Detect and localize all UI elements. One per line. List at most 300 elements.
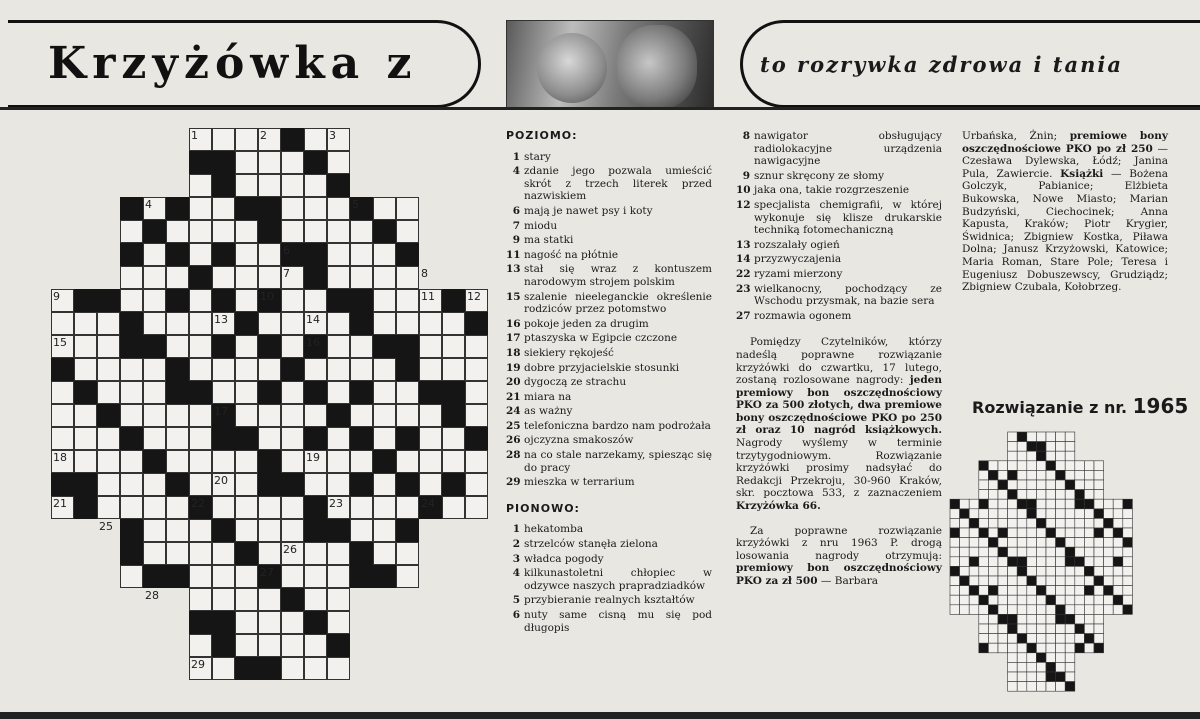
grid-cell[interactable] xyxy=(189,197,212,220)
clue-item xyxy=(736,239,942,252)
grid-cell[interactable] xyxy=(235,611,258,634)
grid-cell[interactable] xyxy=(120,404,143,427)
grid-cell[interactable] xyxy=(327,197,350,220)
grid-cell[interactable] xyxy=(235,404,258,427)
grid-block xyxy=(396,358,419,381)
solution-cell xyxy=(998,499,1008,509)
grid-cell[interactable] xyxy=(304,634,327,657)
grid-cell[interactable] xyxy=(281,565,304,588)
grid-cell[interactable] xyxy=(120,565,143,588)
grid-cell[interactable] xyxy=(327,335,350,358)
grid-cell[interactable] xyxy=(304,289,327,312)
grid-cell[interactable] xyxy=(97,381,120,404)
solution-cell xyxy=(1036,528,1046,538)
grid-block xyxy=(212,519,235,542)
grid-cell[interactable] xyxy=(143,404,166,427)
grid-cell[interactable] xyxy=(189,312,212,335)
grid-cell[interactable] xyxy=(97,450,120,473)
grid-cell[interactable] xyxy=(304,404,327,427)
grid-cell[interactable] xyxy=(373,542,396,565)
solution-cell xyxy=(1113,499,1123,509)
grid-cell[interactable] xyxy=(51,427,74,450)
solution-cell xyxy=(1104,538,1114,548)
solution-block xyxy=(979,643,989,653)
grid-cell[interactable] xyxy=(143,542,166,565)
grid-cell[interactable] xyxy=(350,450,373,473)
grid-cell[interactable] xyxy=(235,496,258,519)
grid-cell[interactable] xyxy=(327,220,350,243)
grid-cell[interactable] xyxy=(396,565,419,588)
grid-cell[interactable] xyxy=(442,312,465,335)
grid-cell[interactable] xyxy=(327,381,350,404)
grid-cell[interactable] xyxy=(281,450,304,473)
grid-cell[interactable] xyxy=(327,427,350,450)
grid-block xyxy=(442,404,465,427)
grid-cell[interactable] xyxy=(327,266,350,289)
grid-block xyxy=(166,381,189,404)
grid-cell[interactable] xyxy=(120,473,143,496)
solution-cell xyxy=(1094,605,1104,615)
grid-cell[interactable] xyxy=(235,588,258,611)
grid-cell[interactable] xyxy=(373,473,396,496)
grid-cell[interactable] xyxy=(235,335,258,358)
grid-block xyxy=(235,427,258,450)
grid-cell[interactable] xyxy=(281,496,304,519)
clue-text: dobre przyjacielskie stosunki xyxy=(524,361,680,374)
solution-cell xyxy=(960,547,970,557)
grid-cell[interactable] xyxy=(419,450,442,473)
clue-item xyxy=(506,449,712,474)
solution-cell xyxy=(1008,682,1018,692)
grid-cell[interactable] xyxy=(143,427,166,450)
solution-cell xyxy=(1056,653,1066,663)
grid-cell[interactable] xyxy=(373,381,396,404)
grid-cell[interactable] xyxy=(304,657,327,680)
solution-block xyxy=(1046,595,1056,605)
grid-cell[interactable] xyxy=(350,220,373,243)
grid-cell[interactable] xyxy=(350,519,373,542)
solution-cell xyxy=(960,595,970,605)
grid-cell[interactable] xyxy=(350,335,373,358)
solution-cell xyxy=(1065,624,1075,634)
clue-item xyxy=(506,405,712,418)
grid-cell[interactable] xyxy=(143,266,166,289)
grid-cell[interactable] xyxy=(189,450,212,473)
grid-cell[interactable] xyxy=(258,358,281,381)
grid-cell[interactable] xyxy=(189,243,212,266)
grid-cell[interactable] xyxy=(258,266,281,289)
grid-cell[interactable] xyxy=(442,335,465,358)
grid-cell[interactable] xyxy=(304,588,327,611)
grid-cell[interactable] xyxy=(304,174,327,197)
poziomo-heading: POZIOMO: xyxy=(506,129,578,142)
grid-cell[interactable] xyxy=(465,335,488,358)
grid-cell[interactable] xyxy=(120,358,143,381)
grid-cell[interactable] xyxy=(304,128,327,151)
grid-cell[interactable] xyxy=(51,404,74,427)
grid-cell[interactable] xyxy=(304,473,327,496)
solution-block xyxy=(1046,461,1056,471)
grid-cell[interactable] xyxy=(212,657,235,680)
grid-cell[interactable] xyxy=(212,496,235,519)
grid-cell[interactable] xyxy=(166,220,189,243)
grid-cell[interactable] xyxy=(304,565,327,588)
grid-cell[interactable] xyxy=(396,312,419,335)
grid-cell[interactable] xyxy=(51,381,74,404)
solution-cell xyxy=(1056,480,1066,490)
grid-cell[interactable] xyxy=(419,358,442,381)
grid-cell[interactable] xyxy=(419,473,442,496)
clue-item xyxy=(736,268,942,281)
grid-cell[interactable] xyxy=(74,404,97,427)
grid-cell[interactable] xyxy=(143,289,166,312)
solution-cell xyxy=(969,509,979,519)
grid-cell[interactable] xyxy=(258,611,281,634)
solution-cell xyxy=(1036,624,1046,634)
solution-cell xyxy=(1084,528,1094,538)
grid-cell[interactable] xyxy=(212,197,235,220)
grid-cell[interactable] xyxy=(189,289,212,312)
grid-cell[interactable] xyxy=(281,611,304,634)
grid-cell[interactable] xyxy=(281,404,304,427)
grid-cell[interactable] xyxy=(258,634,281,657)
grid-cell[interactable] xyxy=(281,312,304,335)
grid-cell[interactable] xyxy=(373,404,396,427)
grid-cell[interactable] xyxy=(304,358,327,381)
grid-cell[interactable] xyxy=(74,427,97,450)
grid-cell[interactable] xyxy=(120,289,143,312)
grid-cell[interactable] xyxy=(258,427,281,450)
clue-item xyxy=(736,184,942,197)
solution-cell xyxy=(1046,490,1056,500)
clue-text: rozszalały ogień xyxy=(754,238,840,251)
grid-cell[interactable] xyxy=(304,220,327,243)
grid-cell[interactable] xyxy=(373,289,396,312)
grid-cell[interactable] xyxy=(327,588,350,611)
grid-cell[interactable] xyxy=(166,404,189,427)
solution-cell xyxy=(969,547,979,557)
grid-cell[interactable] xyxy=(235,243,258,266)
solution-cell xyxy=(1084,624,1094,634)
grid-cell[interactable] xyxy=(350,496,373,519)
grid-cell[interactable] xyxy=(235,381,258,404)
grid-cell[interactable] xyxy=(327,312,350,335)
grid-cell[interactable] xyxy=(189,588,212,611)
grid-cell[interactable] xyxy=(373,496,396,519)
grid-cell[interactable] xyxy=(166,312,189,335)
grid-block xyxy=(304,151,327,174)
grid-cell[interactable] xyxy=(97,358,120,381)
grid-cell[interactable] xyxy=(304,197,327,220)
solution-cell xyxy=(1036,672,1046,682)
grid-cell[interactable] xyxy=(212,542,235,565)
solution-block xyxy=(1027,509,1037,519)
grid-cell[interactable] xyxy=(189,542,212,565)
grid-cell[interactable] xyxy=(74,450,97,473)
solution-block xyxy=(1065,682,1075,692)
solution-cell xyxy=(1065,470,1075,480)
grid-cell[interactable] xyxy=(258,496,281,519)
solution-cell xyxy=(1075,614,1085,624)
grid-cell[interactable] xyxy=(235,634,258,657)
grid-cell[interactable] xyxy=(166,496,189,519)
grid-cell[interactable] xyxy=(258,243,281,266)
grid-cell[interactable] xyxy=(442,427,465,450)
grid-cell[interactable] xyxy=(327,611,350,634)
grid-cell[interactable] xyxy=(396,450,419,473)
grid-cell[interactable] xyxy=(281,427,304,450)
grid-cell[interactable] xyxy=(166,266,189,289)
grid-cell[interactable] xyxy=(166,519,189,542)
solution-cell xyxy=(1036,605,1046,615)
grid-cell[interactable] xyxy=(373,427,396,450)
clue-item xyxy=(506,434,712,447)
grid-cell[interactable] xyxy=(166,450,189,473)
grid-cell[interactable] xyxy=(74,335,97,358)
grid-cell[interactable] xyxy=(396,542,419,565)
grid-cell[interactable] xyxy=(235,174,258,197)
grid-cell[interactable] xyxy=(281,335,304,358)
solution-cell xyxy=(1008,576,1018,586)
grid-cell[interactable] xyxy=(327,450,350,473)
solution-cell xyxy=(1104,528,1114,538)
grid-cell[interactable] xyxy=(235,220,258,243)
grid-cell[interactable] xyxy=(235,565,258,588)
grid-cell[interactable] xyxy=(258,404,281,427)
grid-cell[interactable] xyxy=(465,496,488,519)
grid-block xyxy=(396,335,419,358)
clue-number-label: 8 xyxy=(421,267,428,280)
solution-block xyxy=(960,576,970,586)
grid-cell[interactable] xyxy=(373,312,396,335)
grid-cell[interactable] xyxy=(166,427,189,450)
grid-cell[interactable] xyxy=(166,335,189,358)
solution-block xyxy=(1084,586,1094,596)
grid-cell[interactable] xyxy=(189,220,212,243)
grid-block xyxy=(304,519,327,542)
clue-number: 22 xyxy=(736,267,751,280)
solution-block xyxy=(1027,643,1037,653)
grid-cell[interactable] xyxy=(281,519,304,542)
grid-cell[interactable] xyxy=(51,312,74,335)
solution-cell xyxy=(1123,557,1133,567)
grid-cell[interactable] xyxy=(258,519,281,542)
grid-cell[interactable] xyxy=(212,565,235,588)
grid-cell[interactable] xyxy=(189,473,212,496)
grid-cell[interactable] xyxy=(442,450,465,473)
grid-cell[interactable] xyxy=(235,289,258,312)
grid-cell[interactable] xyxy=(97,496,120,519)
solution-cell xyxy=(979,480,989,490)
grid-cell[interactable] xyxy=(465,358,488,381)
grid-cell[interactable] xyxy=(419,312,442,335)
grid-cell[interactable] xyxy=(442,358,465,381)
grid-cell[interactable] xyxy=(327,473,350,496)
grid-cell[interactable] xyxy=(327,657,350,680)
grid-cell[interactable] xyxy=(465,450,488,473)
grid-cell[interactable] xyxy=(189,565,212,588)
grid-cell[interactable] xyxy=(281,151,304,174)
grid-cell[interactable] xyxy=(97,312,120,335)
clue-number: 12 xyxy=(736,198,751,211)
solution-block xyxy=(1027,442,1037,452)
grid-block xyxy=(258,473,281,496)
grid-cell[interactable] xyxy=(235,266,258,289)
grid-cell[interactable] xyxy=(189,519,212,542)
grid-cell[interactable] xyxy=(281,381,304,404)
solution-cell xyxy=(988,490,998,500)
grid-cell[interactable] xyxy=(143,496,166,519)
grid-cell[interactable] xyxy=(350,358,373,381)
grid-cell[interactable] xyxy=(212,588,235,611)
grid-cell[interactable] xyxy=(166,542,189,565)
solution-cell xyxy=(1113,518,1123,528)
grid-cell[interactable] xyxy=(212,381,235,404)
grid-cell[interactable] xyxy=(74,358,97,381)
solution-block xyxy=(1123,538,1133,548)
contest-rules xyxy=(736,336,942,512)
grid-cell[interactable] xyxy=(120,220,143,243)
grid-cell[interactable] xyxy=(396,404,419,427)
solution-block xyxy=(1008,624,1018,634)
grid-cell[interactable] xyxy=(120,266,143,289)
grid-cell[interactable] xyxy=(373,197,396,220)
grid-cell[interactable] xyxy=(327,151,350,174)
solution-cell xyxy=(1046,509,1056,519)
grid-cell[interactable] xyxy=(465,404,488,427)
grid-cell[interactable] xyxy=(212,266,235,289)
grid-cell[interactable] xyxy=(350,243,373,266)
grid-cell[interactable] xyxy=(143,473,166,496)
grid-cell[interactable] xyxy=(120,450,143,473)
grid-cell[interactable] xyxy=(235,450,258,473)
solution-cell xyxy=(1113,547,1123,557)
grid-cell[interactable] xyxy=(143,243,166,266)
solution-cell xyxy=(1017,653,1027,663)
grid-block xyxy=(212,289,235,312)
grid-cell[interactable] xyxy=(189,404,212,427)
clue-text: kilkunastoletni chłopiec w odzywce naszych prapradziadków xyxy=(524,567,712,592)
grid-cell[interactable] xyxy=(212,450,235,473)
grid-cell[interactable] xyxy=(97,473,120,496)
grid-cell[interactable] xyxy=(281,657,304,680)
solution-cell xyxy=(1027,538,1037,548)
grid-cell[interactable] xyxy=(396,289,419,312)
solution-block xyxy=(1017,557,1027,567)
grid-cell[interactable] xyxy=(281,174,304,197)
grid-cell[interactable] xyxy=(281,634,304,657)
grid-cell[interactable] xyxy=(143,519,166,542)
grid-cell[interactable] xyxy=(189,634,212,657)
grid-cell[interactable] xyxy=(235,519,258,542)
clue-number: 4 xyxy=(512,567,520,580)
grid-cell[interactable] xyxy=(350,266,373,289)
grid-cell[interactable] xyxy=(281,197,304,220)
grid-cell[interactable] xyxy=(258,542,281,565)
clue-number: 19 xyxy=(506,361,521,374)
solution-cell xyxy=(969,538,979,548)
grid-cell[interactable] xyxy=(258,174,281,197)
grid-cell[interactable] xyxy=(281,220,304,243)
solution-cell xyxy=(979,518,989,528)
solution-block xyxy=(1017,432,1027,442)
grid-cell[interactable] xyxy=(189,174,212,197)
grid-cell[interactable] xyxy=(442,496,465,519)
solution-cell xyxy=(988,614,998,624)
clue-number: 13 xyxy=(736,238,751,251)
clue-item xyxy=(506,391,712,404)
solution-block xyxy=(979,461,989,471)
grid-cell[interactable] xyxy=(143,312,166,335)
grid-cell[interactable] xyxy=(97,427,120,450)
grid-cell[interactable] xyxy=(350,404,373,427)
grid-cell[interactable] xyxy=(143,381,166,404)
grid-cell[interactable] xyxy=(120,496,143,519)
grid-cell[interactable] xyxy=(235,358,258,381)
grid-cell[interactable] xyxy=(327,243,350,266)
solution-cell xyxy=(979,634,989,644)
grid-block xyxy=(97,404,120,427)
solution-cell xyxy=(998,509,1008,519)
solution-cell xyxy=(1065,490,1075,500)
grid-cell[interactable] xyxy=(189,358,212,381)
grid-cell[interactable] xyxy=(373,519,396,542)
grid-cell[interactable] xyxy=(465,381,488,404)
grid-cell[interactable] xyxy=(189,335,212,358)
grid-cell[interactable] xyxy=(120,381,143,404)
grid-block xyxy=(258,657,281,680)
grid-cell[interactable] xyxy=(235,151,258,174)
grid-cell[interactable] xyxy=(373,266,396,289)
clue-number-label: 19 xyxy=(306,451,320,464)
grid-cell[interactable] xyxy=(212,358,235,381)
grid-cell[interactable] xyxy=(396,496,419,519)
grid-cell[interactable] xyxy=(189,427,212,450)
grid-cell[interactable] xyxy=(143,358,166,381)
grid-cell[interactable] xyxy=(212,128,235,151)
grid-cell[interactable] xyxy=(373,243,396,266)
grid-cell[interactable] xyxy=(281,289,304,312)
grid-cell[interactable] xyxy=(235,128,258,151)
solution-cell xyxy=(1008,547,1018,557)
grid-cell[interactable] xyxy=(258,588,281,611)
grid-cell[interactable] xyxy=(235,473,258,496)
grid-cell[interactable] xyxy=(327,358,350,381)
grid-cell[interactable] xyxy=(74,312,97,335)
grid-cell[interactable] xyxy=(258,151,281,174)
grid-cell[interactable] xyxy=(419,335,442,358)
grid-cell[interactable] xyxy=(97,335,120,358)
grid-cell[interactable] xyxy=(396,197,419,220)
grid-cell[interactable] xyxy=(396,381,419,404)
grid-block xyxy=(258,220,281,243)
grid-cell[interactable] xyxy=(396,220,419,243)
grid-cell[interactable] xyxy=(419,404,442,427)
grid-cell[interactable] xyxy=(465,473,488,496)
grid-cell[interactable] xyxy=(258,312,281,335)
grid-cell[interactable] xyxy=(304,542,327,565)
grid-cell[interactable] xyxy=(212,220,235,243)
grid-cell[interactable] xyxy=(396,266,419,289)
grid-cell[interactable] xyxy=(327,542,350,565)
grid-cell[interactable] xyxy=(327,565,350,588)
solution-cell xyxy=(1008,528,1018,538)
clue-item xyxy=(506,165,712,203)
grid-cell[interactable] xyxy=(373,358,396,381)
solution-cell xyxy=(1027,634,1037,644)
grid-cell[interactable] xyxy=(419,427,442,450)
solution-block xyxy=(1075,499,1085,509)
